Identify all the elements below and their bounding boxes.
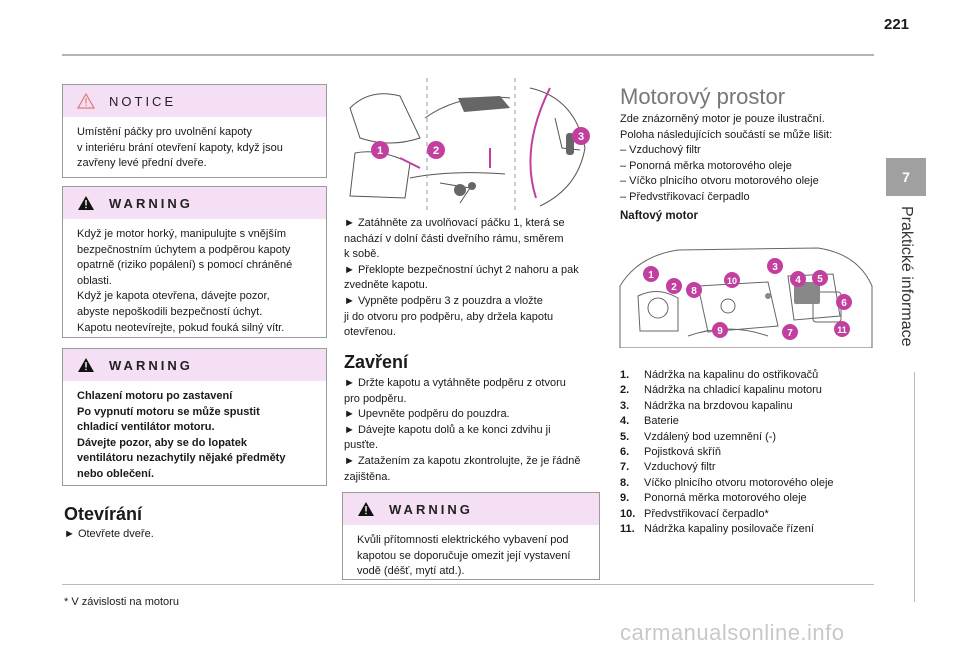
callout-5 [812,270,828,286]
heading-opening: Otevírání [64,504,143,524]
callout-label: 7 [787,328,793,339]
warning-title: WARNING [109,357,193,373]
callout-6 [836,294,852,310]
callout-4 [790,271,806,287]
callout-label: 11 [837,325,847,335]
warning-text: Když je motor horký, manipulujte s vnějším bezpečnostním úchytem a podpěrou kapoty opatrně (riziko popálení) s pomocí chráněné oblasti. Když je kapota otevřena, dávejte pozor, abyste nepoškodili bezpečností úchyt. Kapotu neotevírejte, pokud fouká silný vítr. [77,228,293,334]
engine-intro: Zde znázorněný motor je pouze ilustrační. Poloha následujících součástí se může lišit: – Vzduchový filtr – Ponorná měrka motorového oleje – Víčko plnicího otvoru motorového oleje – Předvstřikovací čerpadlo [620,113,833,203]
watermark: carmanualsonline.info [620,620,845,645]
warning-header [63,187,326,219]
warning-icon [357,501,375,517]
footnote: * V závislosti na motoru [64,596,179,608]
subheading-diesel: Naftový motor [620,210,698,222]
callout-label: 3 [772,262,778,273]
chapter-tab[interactable]: 7 [886,158,926,196]
side-rule [914,372,915,602]
callout-label: 2 [671,282,677,293]
list-item: 11. Nádržka kapaliny posilovače řízení [620,523,814,536]
callout-label: 1 [648,270,654,281]
warning-title: WARNING [109,195,193,211]
warning-box-water [342,492,600,580]
footer-rule [62,584,874,585]
list-item: 10. Předvstřikovací čerpadlo* [620,507,769,520]
callout-11 [834,321,850,337]
callout-3 [572,127,590,145]
callout-label: 6 [841,298,847,309]
list-item: 1. Nádržka na kapalinu do ostřikovačů [620,369,819,381]
engine-bay-illustration [618,236,874,348]
callout-label: 8 [691,286,697,297]
callout-label: 1 [376,145,384,157]
callout-label: 5 [817,274,823,285]
list-item: 5. Vzdálený bod uzemnění (-) [620,430,777,443]
callout-label: 4 [795,275,801,286]
warning-text: Kvůli přítomnosti elektrického vybavení pod kapotou se doporučuje omezit její vystavení vodě (déšť, mytí atd.). [357,534,571,578]
callout-label: 2 [432,145,440,157]
header-rule [62,54,874,56]
callout-10 [724,272,740,288]
heading-engine-bay: Motorový prostor [620,84,786,109]
chapter-title: Praktické informace [898,206,915,347]
callout-7 [782,324,798,340]
notice-text: Umístění páčky pro uvolnění kapoty v interiéru brání otevření kapoty, když jsou zavřeny levé přední dveře. [77,126,283,170]
notice-icon [77,93,95,109]
opening-steps: ► Zatáhněte za uvolňovací páčku 1, která se nachází v dolní části dveřního rámu, směrem k sobě. ► Překlopte bezpečnostní úchyt 2 nahoru a pak zvedněte kapotu. ► Vypněte podpěru 3 z pouzdra a vložte ji do otvoru pro podpěru, aby držela kapotu otevřenou. [344,217,579,339]
list-item: 2. Nádržka na chladicí kapalinu motoru [620,384,822,397]
list-item: 8. Víčko plnicího otvoru motorového oleje [620,476,834,489]
hood-opening-illustration [340,78,600,210]
list-item: 7. Vzduchový filtr [620,461,716,474]
engine-parts-list [620,368,875,537]
warning-header [63,349,326,381]
list-item: 9. Ponorná měrka motorového oleje [620,492,807,505]
notice-header [63,85,326,117]
callout-9 [712,322,728,338]
heading-closing: Zavření [344,352,409,372]
callout-label: 10 [726,276,738,286]
closing-steps: ► Držte kapotu a vytáhněte podpěru z otvoru pro podpěru. ► Upevněte podpěru do pouzdra. ► Dávejte kapotu dolů a ke konci zdvihu ji pusťte. ► Zatažením za kapotu zkontrolujte, že je řádně zajištěna. [344,377,581,483]
callout-2 [427,141,445,159]
notice-title: NOTICE [109,93,177,109]
callout-label: 3 [577,131,585,143]
page-number: 221 [884,16,910,33]
callout-8 [686,282,702,298]
callout-label: 9 [717,326,723,337]
list-item: 4. Baterie [620,415,679,428]
warning-box-hot-engine [62,186,327,338]
callout-1 [643,266,659,282]
opening-step: ► Otevřete dveře. [64,528,154,540]
list-item: 6. Pojistková skříň [620,446,722,459]
callout-3 [767,258,783,274]
warning-header [343,493,599,525]
warning-icon [77,195,95,211]
warning-box-cooling-fan [62,348,327,486]
callout-1 [371,141,389,159]
warning-title: WARNING [389,501,473,517]
callout-2 [666,278,682,294]
notice-box [62,84,327,178]
warning-text: Chlazení motoru po zastavení Po vypnutí motoru se může spustit chladicí ventilátor motoru. Dávejte pozor, aby se do lopatek ventilátoru nezachytily nějaké předměty nebo oblečení. [77,390,286,480]
warning-icon [77,357,95,373]
list-item: 3. Nádržka na brzdovou kapalinu [620,399,793,412]
